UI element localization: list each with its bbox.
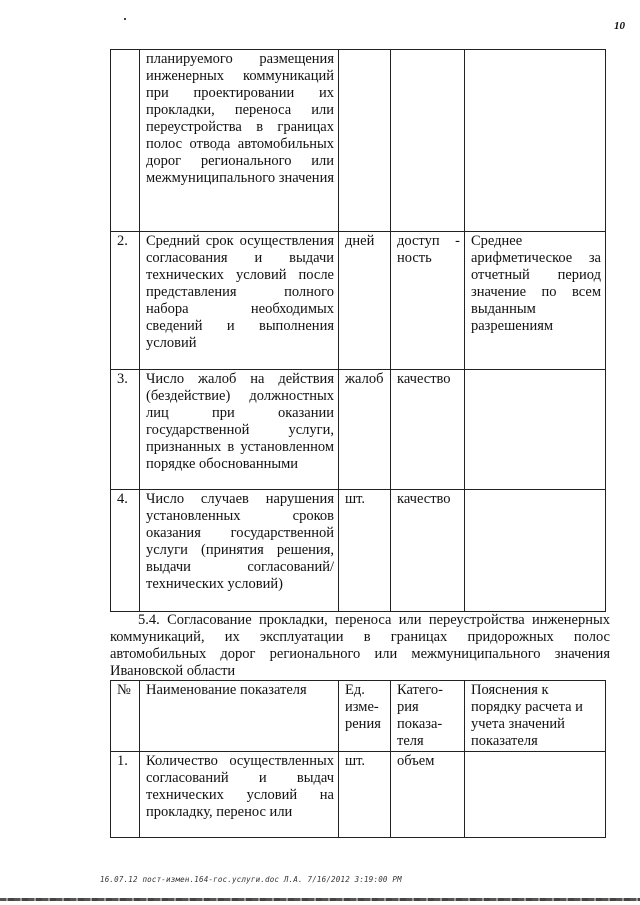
row-number: 4. [111, 490, 140, 612]
indicator-category: доступ - ность [391, 232, 465, 370]
header-note: Пояснения к порядку расчета и учета значений показателя [465, 681, 606, 752]
indicator-unit [339, 50, 391, 232]
header-name: Наименование показателя [140, 681, 339, 752]
header-category: Катего- рия показа- теля [391, 681, 465, 752]
indicator-name: Средний срок осуществления согласования и выдачи технических условий после представления полного набора необходимых сведений и выполнения условий [140, 232, 339, 370]
indicator-category: качество [391, 370, 465, 490]
indicator-unit: шт. [339, 752, 391, 838]
indicator-note [465, 490, 606, 612]
row-number: 2. [111, 232, 140, 370]
header-unit: Ед. изме- рения [339, 681, 391, 752]
indicator-note: Среднее арифметическое за отчетный период значение по всем выданным разрешениям [465, 232, 606, 370]
indicators-table-continued [110, 49, 606, 612]
row-number: 3. [111, 370, 140, 490]
header-number: № [111, 681, 140, 752]
indicator-name: планируемого размещения инженерных коммуникаций при проектировании их прокладки, переноса или переустройства в границах полос отвода автомобильных дорог регионального или межмуниципального значения [140, 50, 339, 232]
indicator-unit: жалоб [339, 370, 391, 490]
table-row [111, 50, 606, 232]
indicator-note [465, 370, 606, 490]
table-row [111, 752, 606, 838]
row-number [111, 50, 140, 232]
indicator-category: качество [391, 490, 465, 612]
indicator-category [391, 50, 465, 232]
table-header-row [111, 681, 606, 752]
indicator-name: Количество осуществленных согласований и выдач технических условий на прокладку, перенос или [140, 752, 339, 838]
section-heading: 5.4. Согласование прокладки, переноса или переустройства инженерных коммуникаций, их эксплуатации в границах придорожных полос автомобильных дорог регионального или межмуниципального значения Ивановской области [110, 612, 610, 679]
indicator-unit: шт. [339, 490, 391, 612]
indicator-note [465, 752, 606, 838]
scan-speck [124, 18, 126, 20]
indicator-category: объем [391, 752, 465, 838]
scan-edge-line [0, 898, 640, 901]
indicator-name: Число случаев нарушения установленных сроков оказания государственной услуги (принятия решения, выдачи согласований/технических условий) [140, 490, 339, 612]
table-row [111, 370, 606, 490]
page-number: 10 [614, 20, 625, 32]
indicator-name: Число жалоб на действия (бездействие) должностных лиц при оказании государственной услуги, признанных в установленном порядке обоснованными [140, 370, 339, 490]
indicator-note [465, 50, 606, 232]
table-row [111, 490, 606, 612]
document-footer: 16.07.12 пост-измен.164-гос.услуги.doc Л.А. 7/16/2012 3:19:00 PM [100, 875, 402, 884]
table-row [111, 232, 606, 370]
indicator-unit: дней [339, 232, 391, 370]
indicators-table [110, 680, 606, 838]
row-number: 1. [111, 752, 140, 838]
